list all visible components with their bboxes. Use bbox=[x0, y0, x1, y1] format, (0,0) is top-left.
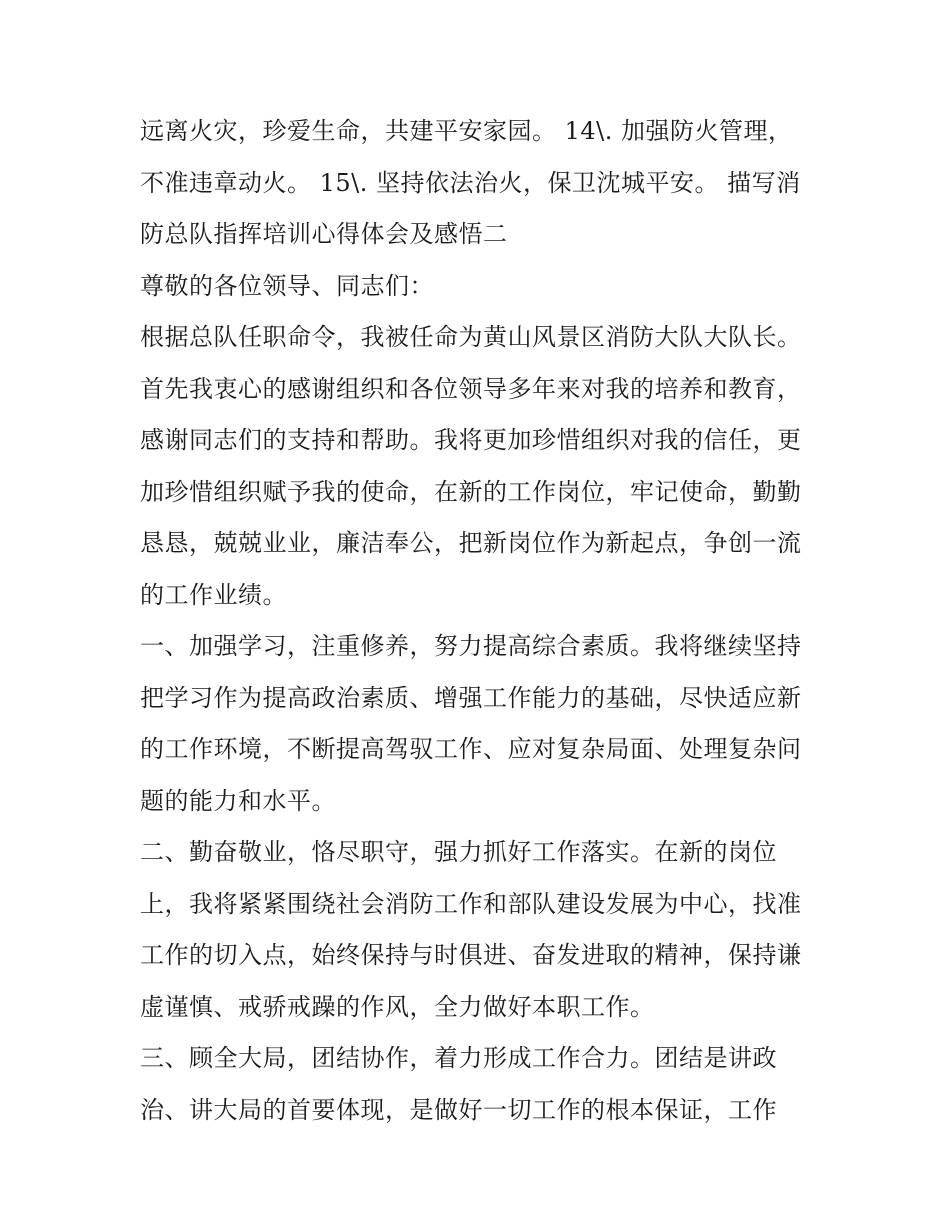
salutation-line: 尊敬的各位领导、同志们： bbox=[140, 271, 434, 300]
text-line-1: 远离火灾，珍爱生命，共建平安家园。 14\. 加强防火管理， bbox=[140, 117, 793, 145]
text-line-3: 防总队指挥培训心得体会及感悟二 bbox=[140, 220, 508, 248]
section-two-line-3: 工作的切入点，始终保持与时俱进、奋发进取的精神，保持谦 bbox=[140, 941, 802, 969]
section-one-line-4: 题的能力和水平。 bbox=[140, 786, 336, 815]
text-line-2: 不准违章动火。 15\. 坚持依法治火，保卫沈城平安。 描写消 bbox=[140, 168, 801, 197]
section-three-line-1: 三、顾全大局，团结协作，着力形成工作合力。团结是讲政 bbox=[140, 1044, 777, 1072]
section-one-line-2: 把学习作为提高政治素质、增强工作能力的基础，尽快适应新 bbox=[140, 683, 802, 712]
section-three-line-2: 治、讲大局的首要体现，是做好一切工作的根本保证，工作 bbox=[140, 1095, 777, 1124]
text-line-6: 首先我衷心的感谢组织和各位领导多年来对我的培养和教育， bbox=[140, 374, 802, 403]
section-one-line-1: 一、加强学习，注重修养，努力提高综合素质。我将继续坚持 bbox=[140, 632, 802, 660]
section-two-line-1: 二、勤奋敬业，恪尽职守，强力抓好工作落实。在新的岗位 bbox=[140, 838, 777, 866]
text-line-10: 的工作业绩。 bbox=[140, 580, 287, 609]
section-one-line-3: 的工作环境，不断提高驾驭工作、应对复杂局面、处理复杂问 bbox=[140, 735, 802, 763]
document-body bbox=[140, 106, 820, 1136]
text-line-7: 感谢同志们的支持和帮助。我将更加珍惜组织对我的信任，更 bbox=[140, 426, 802, 454]
text-line-5: 根据总队任职命令，我被任命为黄山风景区消防大队大队长。 bbox=[140, 323, 802, 351]
section-two-line-4: 虚谨慎、戒骄戒躁的作风，全力做好本职工作。 bbox=[140, 992, 655, 1021]
text-line-8: 加珍惜组织赋予我的使命，在新的工作岗位，牢记使命，勤勤 bbox=[140, 477, 802, 506]
section-two-line-2: 上，我将紧紧围绕社会消防工作和部队建设发展为中心，找准 bbox=[140, 889, 802, 918]
text-line-9: 恳恳，兢兢业业，廉洁奉公，把新岗位作为新起点，争创一流 bbox=[140, 529, 802, 557]
